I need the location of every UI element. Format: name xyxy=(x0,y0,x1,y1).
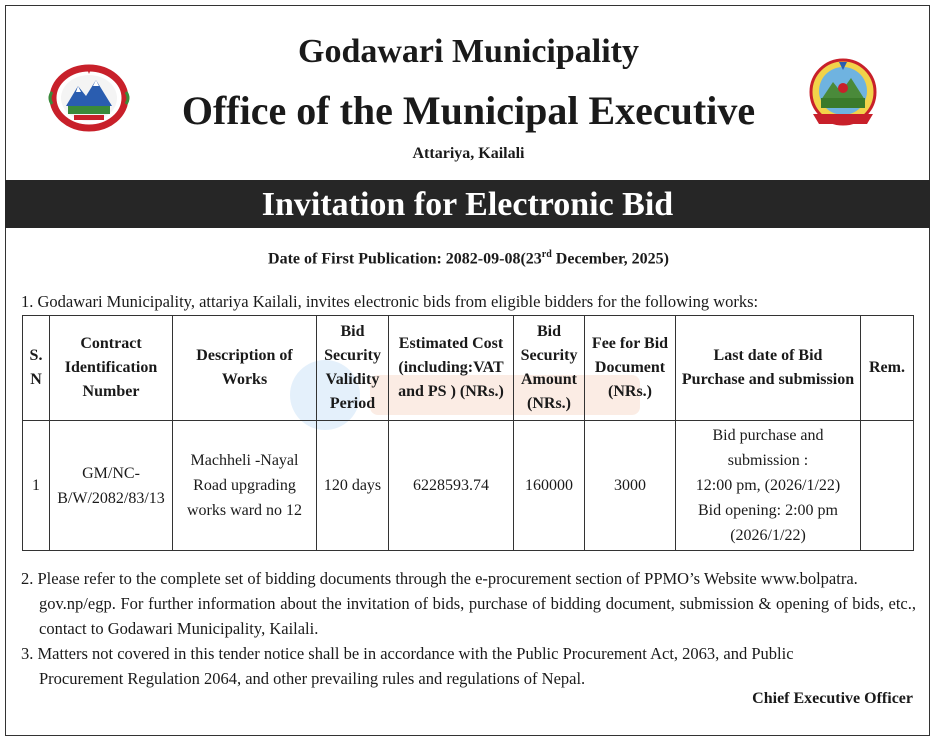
cell-estimated-cost: 6228593.74 xyxy=(389,421,514,551)
header-contract-id: Contract Identification Number xyxy=(50,316,173,421)
cell-last-date: Bid purchase and submission : 12:00 pm, (2026/1/22) Bid opening: 2:00 pm (2026/1/22) xyxy=(676,421,861,551)
address: Attariya, Kailali xyxy=(412,145,525,162)
header-bid-security: Bid Security Amount (NRs.) xyxy=(514,316,585,421)
cell-rem xyxy=(861,421,914,551)
notes-section xyxy=(21,566,916,691)
cell-contract-id: GM/NC- B/W/2082/83/13 xyxy=(50,421,173,551)
publication-date: Date of First Publication: 2082-09-08(23rd December, 2025) xyxy=(268,249,669,268)
header-sn: S. N xyxy=(23,316,50,421)
table-row xyxy=(23,421,914,551)
cell-bid-security: 160000 xyxy=(514,421,585,551)
table-header-row xyxy=(23,316,914,421)
header-rem: Rem. xyxy=(861,316,914,421)
note-item: 2. Please refer to the complete set of bidding documents through the e-procurement section of PPMO’s Website www.bolpatra. gov.np/egp. For further information about the invitation of bids, purchase of bidding document, submission & opening of bids, etc., contact to Godawari Municipality, Kailali. xyxy=(21,569,916,638)
cell-description: Machheli -Nayal Road upgrading works ward no 12 xyxy=(173,421,317,551)
municipality-title: Godawari Municipality xyxy=(298,33,639,70)
intro-paragraph: 1. Godawari Municipality, attariya Kailali, invites electronic bids from eligible bidders for the following works: xyxy=(21,292,759,311)
header-fee: Fee for Bid Document (NRs.) xyxy=(585,316,676,421)
cell-fee: 3000 xyxy=(585,421,676,551)
notice-banner: Invitation for Electronic Bid xyxy=(5,180,930,228)
bid-table xyxy=(22,315,914,551)
cell-sn: 1 xyxy=(23,421,50,551)
signer-title: Chief Executive Officer xyxy=(752,690,913,707)
cell-validity: 120 days xyxy=(317,421,389,551)
note-item: 3. Matters not covered in this tender notice shall be in accordance with the Public Procurement Act, 2063, and Public Procurement Regulation 2064, and other prevailing rules and regulations of Nepal. xyxy=(21,644,794,688)
office-title: Office of the Municipal Executive xyxy=(181,88,756,133)
header-description: Description of Works xyxy=(173,316,317,421)
header-last-date: Last date of Bid Purchase and submission xyxy=(676,316,861,421)
header-validity: Bid Security Validity Period xyxy=(317,316,389,421)
header-estimated-cost: Estimated Cost (including:VAT and PS ) (NRs.) xyxy=(389,316,514,421)
